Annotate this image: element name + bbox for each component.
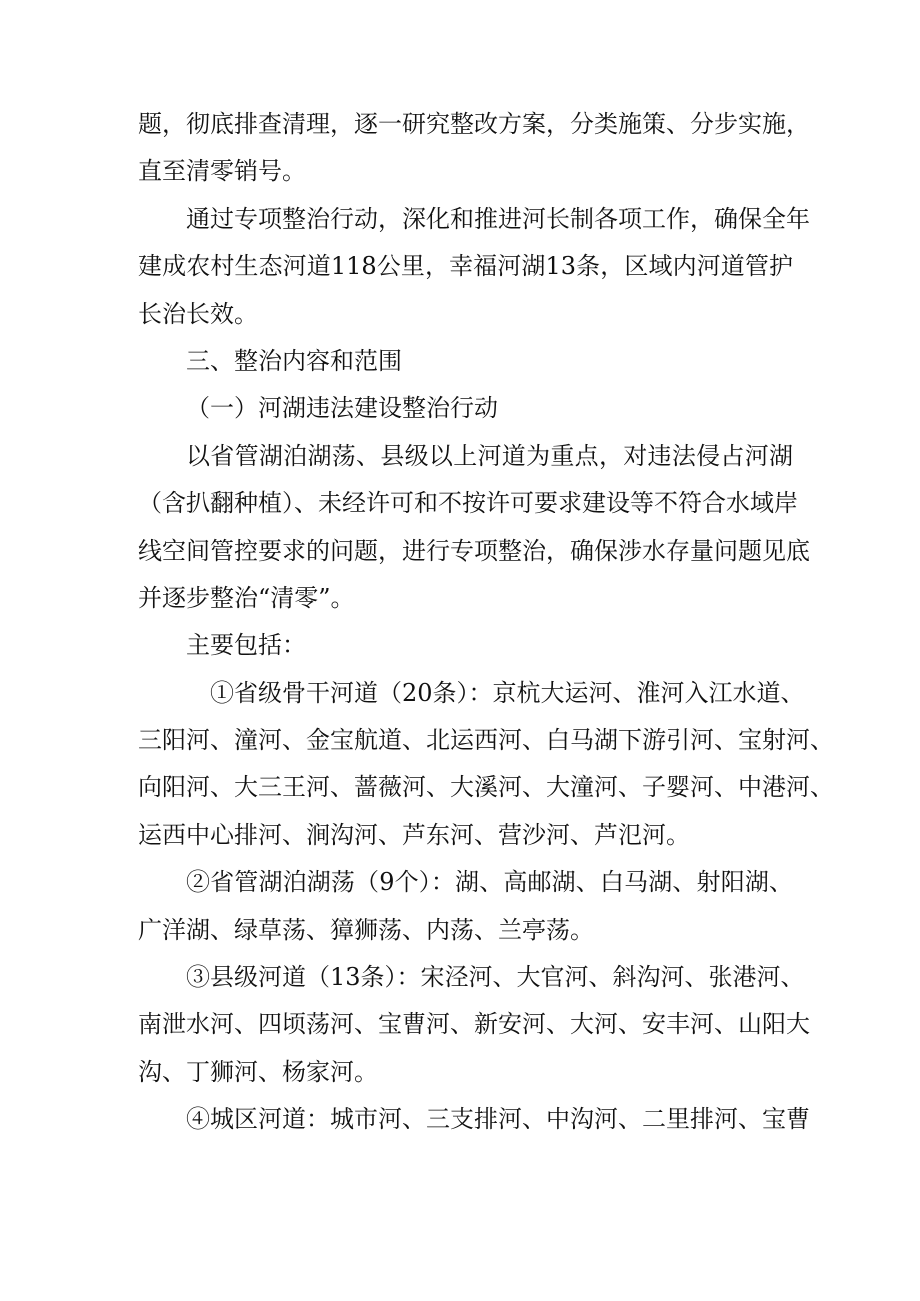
list-item-2-line-1: ②省管湖泊湖荡（9个）：湖、高邮湖、白马湖、射阳湖、 bbox=[186, 868, 793, 897]
subsection-heading-1: （一）河湖违法建设整治行动 bbox=[186, 394, 498, 423]
paragraph-2-line-2: 建成农村生态河道118公里，幸福河湖13条，区域内河道管护 bbox=[138, 252, 793, 281]
paragraph-2-line-1: 通过专项整治行动，深化和推进河长制各项工作，确保全年 bbox=[186, 204, 810, 233]
list-item-3-line-3: 沟、丁狮河、杨家河。 bbox=[138, 1057, 378, 1086]
main-includes-label: 主要包括： bbox=[186, 631, 306, 660]
paragraph-4-line-3: 线空间管控要求的问题，进行专项整治，确保涉水存量问题见底 bbox=[138, 536, 810, 565]
paragraph-1-line-2: 直至清零销号。 bbox=[138, 157, 306, 186]
paragraph-1-line-1: 题，彻底排查清理，逐一研究整改方案，分类施策、分步实施， bbox=[138, 110, 810, 138]
list-item-4-line-1: ④城区河道：城市河、三支排河、中沟河、二里排河、宝曹 bbox=[186, 1105, 810, 1134]
list-item-1-line-3: 向阳河、大三王河、蔷薇河、大溪河、大潼河、子婴河、中港河、 bbox=[138, 773, 834, 802]
list-item-3-line-1: ③县级河道（13条）：宋泾河、大官河、斜沟河、张港河、 bbox=[186, 963, 805, 992]
list-item-1-line-2: 三阳河、潼河、金宝航道、北运西河、白马湖下游引河、宝射河、 bbox=[138, 726, 834, 755]
paragraph-4-line-1: 以省管湖泊湖荡、县级以上河道为重点，对违法侵占河湖 bbox=[186, 441, 793, 470]
document-body bbox=[138, 101, 834, 1144]
list-item-3-line-2: 南泄水河、四顷荡河、宝曹河、新安河、大河、安丰河、山阳大 bbox=[138, 1010, 810, 1039]
list-item-2-line-2: 广洋湖、绿草荡、獐狮荡、内荡、兰亭荡。 bbox=[138, 915, 594, 944]
section-heading-3: 三、整治内容和范围 bbox=[186, 346, 402, 375]
paragraph-4-line-4: 并逐步整治“清零”。 bbox=[138, 583, 355, 612]
paragraph-2-line-3: 长治长效。 bbox=[138, 299, 258, 328]
list-item-1-line-4: 运西中心排河、涧沟河、芦东河、营沙河、芦氾河。 bbox=[138, 820, 690, 849]
list-item-1-line-1: ①省级骨干河道（20条）：京杭大运河、淮河入江水道、 bbox=[210, 678, 805, 707]
paragraph-4-line-2: （含扒翻种植）、未经许可和不按许可要求建设等不符合水域岸 bbox=[138, 489, 798, 518]
